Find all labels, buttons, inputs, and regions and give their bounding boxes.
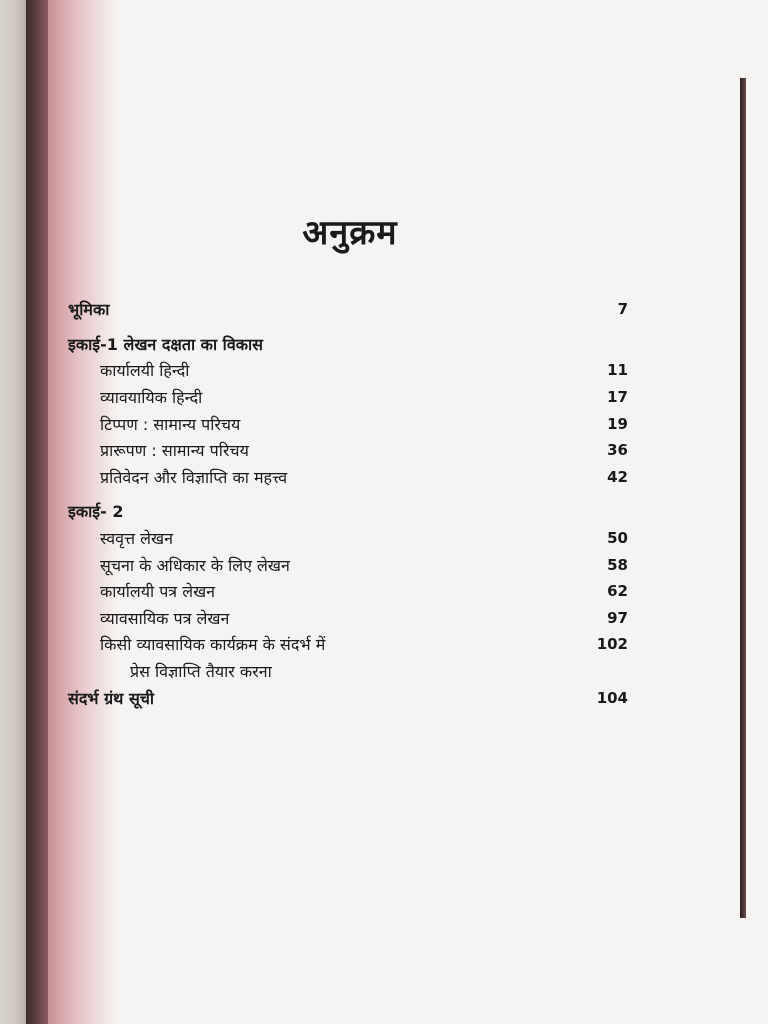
toc-unit2-heading bbox=[68, 498, 628, 525]
toc-row-references bbox=[68, 684, 628, 711]
toc-page-number: 62 bbox=[607, 582, 628, 601]
toc-unit1-heading bbox=[68, 331, 628, 358]
toc-row bbox=[68, 525, 628, 552]
toc-row bbox=[68, 551, 628, 578]
toc-row bbox=[68, 384, 628, 411]
toc-page-number: 42 bbox=[607, 467, 628, 486]
toc-label: कार्यालयी पत्र लेखन bbox=[100, 582, 216, 602]
toc-row-intro bbox=[68, 296, 628, 323]
toc-row bbox=[68, 631, 628, 658]
toc-row bbox=[68, 410, 628, 437]
toc-label: भूमिका bbox=[68, 300, 110, 320]
toc-row bbox=[68, 437, 628, 464]
toc-label: किसी व्यावसायिक कार्यक्रम के संदर्भ में bbox=[100, 635, 326, 655]
toc-page-number: 102 bbox=[596, 635, 628, 654]
toc-page-number: 19 bbox=[607, 414, 628, 433]
toc-row bbox=[68, 578, 628, 605]
toc-label: सूचना के अधिकार के लिए लेखन bbox=[100, 555, 290, 575]
toc-row bbox=[68, 357, 628, 384]
toc-label: व्यावयायिक हिन्दी bbox=[100, 388, 203, 408]
toc-label: स्ववृत्त लेखन bbox=[100, 529, 173, 549]
toc-label: इकाई- 2 bbox=[68, 502, 124, 522]
table-of-contents bbox=[68, 296, 628, 711]
toc-row-continuation bbox=[68, 658, 628, 685]
toc-label: इकाई-1 लेखन दक्षता का विकास bbox=[68, 334, 263, 354]
book-spine-shadow bbox=[26, 0, 48, 1024]
toc-page-number: 11 bbox=[607, 361, 628, 380]
toc-label: टिप्पण : सामान्य परिचय bbox=[100, 414, 241, 434]
page-edge-right bbox=[740, 78, 746, 918]
toc-label: प्रतिवेदन और विज्ञाप्ति का महत्त्व bbox=[100, 467, 288, 487]
toc-page-number: 7 bbox=[617, 300, 628, 319]
toc-page-number: 36 bbox=[607, 441, 628, 460]
page-margin-right bbox=[746, 0, 768, 1024]
toc-label: व्यावसायिक पत्र लेखन bbox=[100, 608, 230, 628]
toc-row bbox=[68, 605, 628, 632]
toc-row bbox=[68, 464, 628, 491]
toc-page-number: 97 bbox=[607, 608, 628, 627]
book-binding bbox=[0, 0, 26, 1024]
toc-page-number: 17 bbox=[607, 388, 628, 407]
toc-label: कार्यालयी हिन्दी bbox=[100, 361, 190, 381]
toc-label: प्रारूपण : सामान्य परिचय bbox=[100, 441, 249, 461]
toc-page-number: 58 bbox=[607, 555, 628, 574]
toc-label: प्रेस विज्ञाप्ति तैयार करना bbox=[130, 662, 272, 682]
page-title: अनुक्रम bbox=[302, 213, 398, 253]
toc-page-number: 50 bbox=[607, 529, 628, 548]
toc-page-number: 104 bbox=[596, 688, 628, 707]
toc-label: संदर्भ ग्रंथ सूची bbox=[68, 688, 155, 708]
